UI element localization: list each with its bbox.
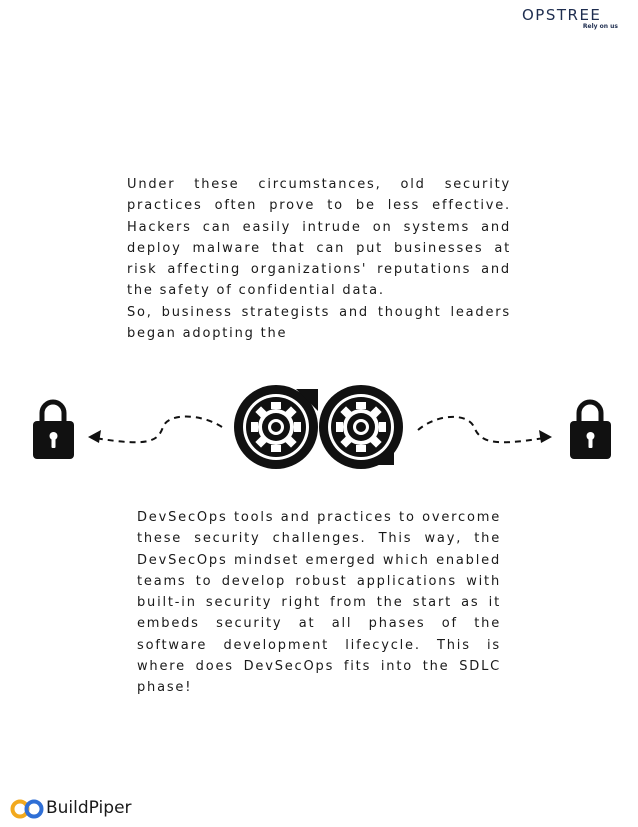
padlock-icon (33, 402, 74, 459)
body-paragraph: DevSecOps tools and practices to overcome these security challenges. This way, the DevSecOps mindset emerged which enabled teams to develop robust applications with built-in security right from the start as it embeds security at all phases of the software development lifecycle. This is where does DevSecOps fits into the SDLC phase! (137, 510, 501, 696)
padlock-icon (570, 402, 611, 459)
opstree-logo-tagline: Rely on us (582, 23, 618, 30)
body-text-block (137, 507, 501, 699)
dashed-arrow-left (88, 417, 222, 444)
intro-paragraph-2: So, business strategists and thought leaders began adopting the (127, 304, 511, 342)
intro-text-block (127, 174, 511, 344)
buildpiper-brand-name: BuildPiper (46, 798, 132, 818)
opstree-logo-text: OPSTREE (522, 6, 602, 24)
dashed-arrow-right (418, 417, 552, 443)
devsecops-illustration (0, 375, 638, 485)
devsecops-gears-icon (234, 385, 403, 469)
buildpiper-infinity-icon (10, 796, 44, 822)
opstree-logo (522, 6, 618, 34)
intro-paragraph-1: Under these circumstances, old security practices often prove to be less effective. Hackers can easily intrude on systems and deploy malware that can put businesses at risk affecting organizations' reputations and the safety of confidential data. (127, 177, 511, 299)
